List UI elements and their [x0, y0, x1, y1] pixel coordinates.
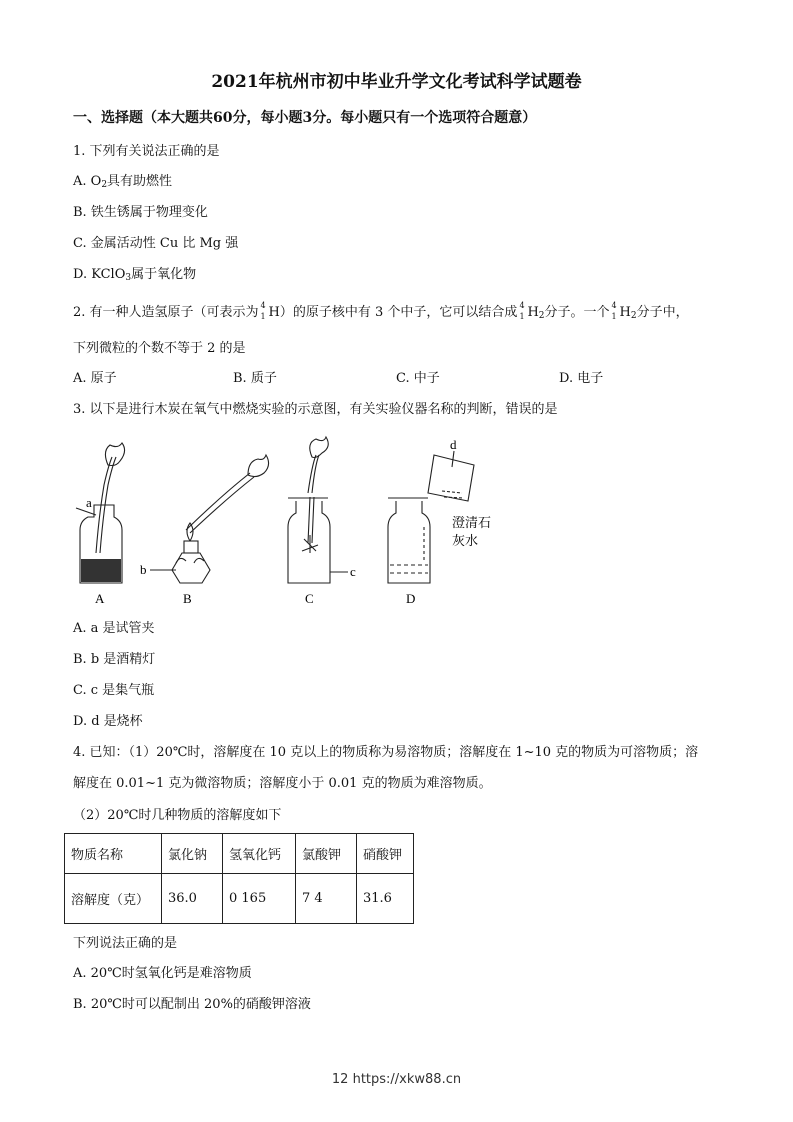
- label-d: d: [450, 437, 457, 452]
- table-cell: 0 165: [223, 874, 296, 924]
- page-title: 2021年杭州市初中毕业升学文化考试科学试题卷: [211, 72, 582, 92]
- setup-a: [76, 443, 125, 583]
- label-limewater-1: 澄清石: [452, 516, 492, 531]
- label-limewater-2: 灰水: [452, 534, 479, 549]
- q2-line2: 下列微粒的个数不等于 2 的是: [73, 341, 246, 356]
- q2-option-a: A. 原子: [73, 371, 117, 386]
- q2-option-d: D. 电子: [559, 371, 604, 386]
- label-c: c: [350, 564, 356, 579]
- caption-D: D: [406, 591, 416, 606]
- q4-option-a: A. 20℃时氢氧化钙是难溶物质: [73, 966, 252, 981]
- q3-stem: 3. 以下是进行木炭在氧气中燃烧实验的示意图，有关实验仪器名称的判断，错误的是: [73, 402, 558, 417]
- table-cell: 31.6: [357, 874, 414, 924]
- q4-option-b: B. 20℃时可以配制出 20%的硝酸钾溶液: [73, 997, 311, 1012]
- q1-option-c: C. 金属活动性 Cu 比 Mg 强: [73, 236, 239, 251]
- page-footer: 12 https://xkw88.cn: [331, 1072, 462, 1087]
- table-cell: 36.0: [162, 874, 223, 924]
- solubility-table: [64, 833, 414, 924]
- table-header-cell: 物质名称: [65, 834, 162, 874]
- table-header-cell: 氯化钠: [162, 834, 223, 874]
- q4-line3: （2）20℃时几种物质的溶解度如下: [73, 808, 282, 823]
- label-b: b: [140, 562, 147, 577]
- q1-stem: 1. 下列有关说法正确的是: [73, 144, 220, 159]
- q4-line2: 解度在 0.01~1 克为微溶物质；溶解度小于 0.01 克的物质为难溶物质。: [73, 776, 492, 791]
- section-heading: 一、选择题（本大题共60分，每小题3分。每小题只有一个选项符合题意）: [73, 110, 537, 126]
- q1-option-d: D. KClO$_3$属于氧化物: [73, 267, 197, 283]
- q2-option-b: B. 质子: [233, 371, 277, 386]
- q2-option-c: C. 中子: [396, 371, 440, 386]
- table-header-row: [65, 834, 414, 874]
- nuclide-notation: 4 1: [260, 300, 266, 321]
- caption-C: C: [305, 591, 314, 606]
- q2-stem: 2. 有一种人造氢原子（可表示为 4 1 H）的原子核中有 3 个中子，它可以结合成 4 1 $H_2$分子。一个 4 1 $H_2$分子中，: [73, 300, 689, 321]
- q3-option-d: D. d 是烧杯: [73, 714, 143, 729]
- table-cell: 溶解度（克）: [65, 874, 162, 924]
- table-header-cell: 氢氧化钙: [223, 834, 296, 874]
- q3-option-a: A. a 是试管夹: [73, 621, 155, 636]
- apparatus-figure: [72, 435, 512, 610]
- table-cell: 7 4: [296, 874, 357, 924]
- q4-line1: 4. 已知：（1）20℃时，溶解度在 10 克以上的物质称为易溶物质；溶解度在 1~10 克的物质为可溶物质；溶: [73, 745, 699, 760]
- label-a: a: [86, 495, 92, 510]
- q1-option-b: B. 铁生锈属于物理变化: [73, 205, 208, 220]
- q3-option-b: B. b 是酒精灯: [73, 652, 156, 667]
- table-row: [65, 874, 414, 924]
- setup-b: [150, 455, 269, 583]
- table-header-cell: 氯酸钾: [296, 834, 357, 874]
- setup-c: [288, 437, 348, 583]
- caption-B: B: [183, 591, 192, 606]
- table-header-cell: 硝酸钾: [357, 834, 414, 874]
- caption-A: A: [95, 591, 105, 606]
- q3-option-c: C. c 是集气瓶: [73, 683, 155, 698]
- q4-ask: 下列说法正确的是: [73, 936, 178, 951]
- q1-option-a: A. $O_2$具有助燃性: [73, 174, 173, 190]
